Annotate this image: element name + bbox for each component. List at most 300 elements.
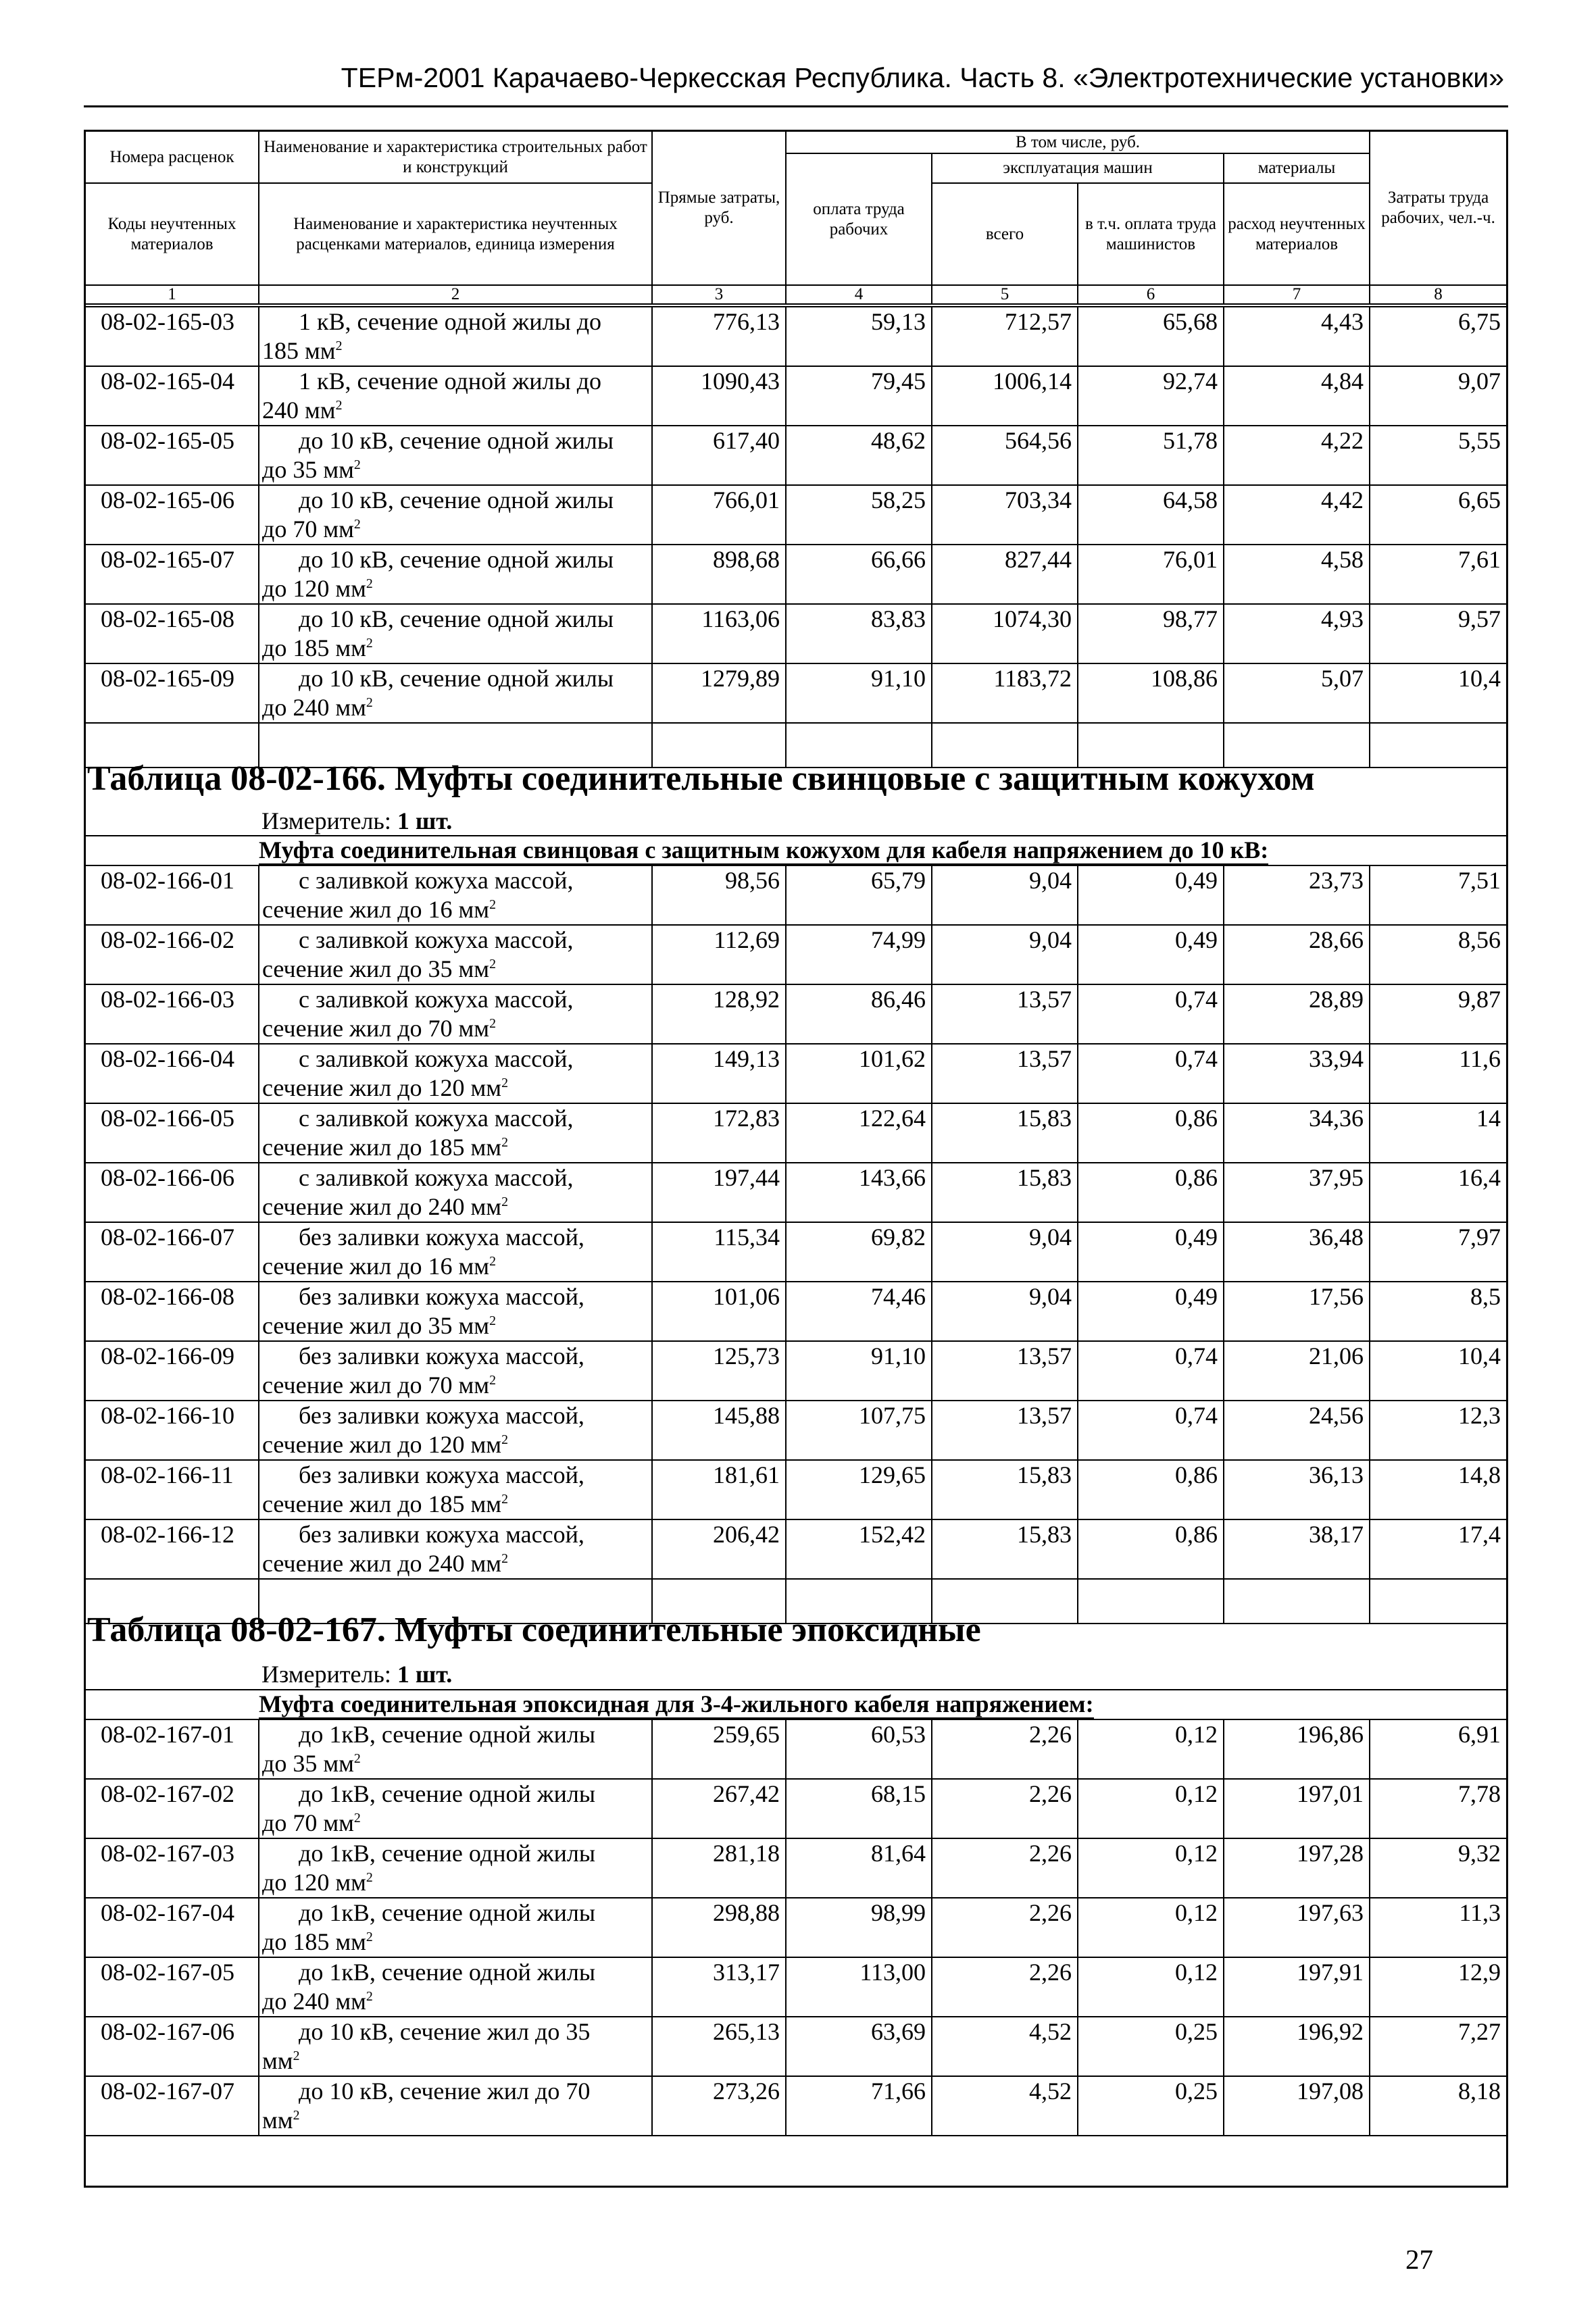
cross-section-text: 240 мм <box>262 397 336 424</box>
machinist-wages-value: 65,68 <box>1078 307 1224 366</box>
direct-costs-value: 313,17 <box>652 1957 786 2017</box>
cross-section-text: сечение жил до 240 мм <box>262 1550 502 1577</box>
rate-code: 08-02-165-06 <box>86 485 259 545</box>
workers-wages-value: 58,25 <box>786 485 932 545</box>
header-unaccounted-consumption: расход неучтенных материалов <box>1224 183 1370 285</box>
table-row <box>86 1282 1506 1341</box>
direct-costs-value: 197,44 <box>652 1163 786 1222</box>
direct-costs-value: 259,65 <box>652 1719 786 1779</box>
description-line-2 <box>262 1868 651 1897</box>
document-body <box>84 130 1508 2188</box>
labor-costs-value: 9,87 <box>1370 984 1506 1044</box>
materials-value: 36,48 <box>1224 1222 1370 1282</box>
column-number-8: 8 <box>1370 285 1506 304</box>
header-unaccounted-codes: Коды неучтенных материалов <box>86 183 259 285</box>
workers-wages-value: 122,64 <box>786 1103 932 1163</box>
workers-wages-value: 129,65 <box>786 1460 932 1519</box>
table-row <box>86 1779 1506 1838</box>
materials-value: 197,63 <box>1224 1898 1370 1957</box>
description-line-1: без заливки кожуха массой, <box>299 1521 584 1548</box>
description-line-2 <box>262 1074 651 1103</box>
machinist-wages-value: 0,74 <box>1078 1401 1224 1460</box>
rate-code: 08-02-166-04 <box>86 1044 259 1103</box>
workers-wages-value: 74,46 <box>786 1282 932 1341</box>
rate-code: 08-02-167-01 <box>86 1719 259 1779</box>
table-subheading: Муфта соединительная эпоксидная для 3-4-жильного кабеля напряжением: <box>259 1690 1094 1717</box>
labor-costs-value: 12,9 <box>1370 1957 1506 2017</box>
machines-total-value: 2,26 <box>932 1898 1078 1957</box>
header-unaccounted-name: Наименование и характеристика неучтенных расценками материалов, единица измерения <box>259 183 652 285</box>
labor-costs-value: 8,5 <box>1370 1282 1506 1341</box>
description-line-1: до 10 кВ, сечение одной жилы <box>299 486 614 513</box>
cross-section-text: до 185 мм <box>262 1928 366 1955</box>
table-row <box>86 1222 1506 1282</box>
table-row <box>86 426 1506 485</box>
header-work-name: Наименование и характеристика строительных работ и конструкций <box>259 132 652 183</box>
work-description <box>259 2076 652 2136</box>
machines-total-value: 15,83 <box>932 1460 1078 1519</box>
description-line-2 <box>262 693 651 722</box>
machinist-wages-value: 64,58 <box>1078 485 1224 545</box>
machines-total-value: 1006,14 <box>932 366 1078 426</box>
table-row <box>86 485 1506 545</box>
machinist-wages-value: 0,12 <box>1078 1957 1224 2017</box>
rate-code: 08-02-165-04 <box>86 366 259 426</box>
header-labor-costs: Затраты труда рабочих, чел.-ч. <box>1370 132 1506 285</box>
materials-value: 17,56 <box>1224 1282 1370 1341</box>
labor-costs-value: 11,3 <box>1370 1898 1506 1957</box>
column-number-1: 1 <box>86 285 259 304</box>
description-line-1: без заливки кожуха массой, <box>299 1283 584 1310</box>
direct-costs-value: 115,34 <box>652 1222 786 1282</box>
machinist-wages-value: 108,86 <box>1078 663 1224 723</box>
materials-value: 4,93 <box>1224 604 1370 663</box>
materials-value: 24,56 <box>1224 1401 1370 1460</box>
work-description <box>259 1898 652 1957</box>
labor-costs-value: 9,07 <box>1370 366 1506 426</box>
header-machines-total: всего <box>932 183 1078 285</box>
workers-wages-value: 65,79 <box>786 865 932 925</box>
cross-section-text: до 70 мм <box>262 515 354 543</box>
description-line-1: до 10 кВ, сечение жил до 35 <box>299 2018 591 2045</box>
labor-costs-value: 10,4 <box>1370 663 1506 723</box>
workers-wages-value: 101,62 <box>786 1044 932 1103</box>
machinist-wages-value: 0,86 <box>1078 1103 1224 1163</box>
unit-exponent: 2 <box>335 398 343 413</box>
header-including-group: В том числе, руб. <box>786 132 1370 153</box>
description-line-2 <box>262 1809 651 1838</box>
description-line-1: с заливкой кожуха массой, <box>299 1164 574 1191</box>
rate-code: 08-02-167-02 <box>86 1779 259 1838</box>
unit-exponent: 2 <box>489 897 496 912</box>
description-line-2 <box>262 396 651 425</box>
materials-value: 37,95 <box>1224 1163 1370 1222</box>
table-row <box>86 1519 1506 1579</box>
direct-costs-value: 1090,43 <box>652 366 786 426</box>
workers-wages-value: 63,69 <box>786 2017 932 2076</box>
machinist-wages-value: 51,78 <box>1078 426 1224 485</box>
table-row <box>86 366 1506 426</box>
machinist-wages-value: 0,49 <box>1078 1282 1224 1341</box>
direct-costs-value: 265,13 <box>652 2017 786 2076</box>
materials-value: 34,36 <box>1224 1103 1370 1163</box>
work-description <box>259 1460 652 1519</box>
direct-costs-value: 149,13 <box>652 1044 786 1103</box>
workers-wages-value: 48,62 <box>786 426 932 485</box>
workers-wages-value: 152,42 <box>786 1519 932 1579</box>
cross-section-text: сечение жил до 16 мм <box>262 1253 490 1280</box>
workers-wages-value: 69,82 <box>786 1222 932 1282</box>
unit-exponent: 2 <box>489 1016 496 1031</box>
table-row <box>86 2076 1506 2136</box>
workers-wages-value: 143,66 <box>786 1163 932 1222</box>
rate-code: 08-02-166-06 <box>86 1163 259 1222</box>
workers-wages-value: 60,53 <box>786 1719 932 1779</box>
unit-exponent: 2 <box>489 1373 496 1388</box>
workers-wages-value: 86,46 <box>786 984 932 1044</box>
table-08-02-165 <box>86 306 1506 768</box>
rate-code: 08-02-166-01 <box>86 865 259 925</box>
machinist-wages-value: 0,12 <box>1078 1898 1224 1957</box>
machinist-wages-value: 0,12 <box>1078 1719 1224 1779</box>
table-row <box>86 865 1506 925</box>
workers-wages-value: 91,10 <box>786 663 932 723</box>
materials-value: 197,08 <box>1224 2076 1370 2136</box>
work-description <box>259 307 652 366</box>
unit-exponent: 2 <box>501 1135 508 1150</box>
labor-costs-value: 7,27 <box>1370 2017 1506 2076</box>
cross-section-text: сечение жил до 120 мм <box>262 1431 502 1458</box>
work-description <box>259 1838 652 1898</box>
workers-wages-value: 68,15 <box>786 1779 932 1838</box>
machinist-wages-value: 0,86 <box>1078 1460 1224 1519</box>
materials-value: 197,01 <box>1224 1779 1370 1838</box>
work-description <box>259 1044 652 1103</box>
rate-code: 08-02-166-07 <box>86 1222 259 1282</box>
machinist-wages-value: 0,12 <box>1078 1779 1224 1838</box>
table-caption: Таблица 08-02-166. Муфты соединительные свинцовые с защитным кожухом <box>87 759 1315 798</box>
machinist-wages-value: 92,74 <box>1078 366 1224 426</box>
materials-value: 28,66 <box>1224 925 1370 984</box>
materials-value: 4,42 <box>1224 485 1370 545</box>
direct-costs-value: 898,68 <box>652 545 786 604</box>
column-header-table <box>86 132 1506 305</box>
header-machine-operation: эксплуатация машин <box>932 153 1224 183</box>
cross-section-text: сечение жил до 35 мм <box>262 955 490 982</box>
description-line-1: до 10 кВ, сечение жил до 70 <box>299 2078 591 2105</box>
labor-costs-value: 14 <box>1370 1103 1506 1163</box>
machinist-wages-value: 0,25 <box>1078 2017 1224 2076</box>
description-line-1: 1 кВ, сечение одной жилы до <box>299 368 602 395</box>
table-row <box>86 663 1506 723</box>
table-row <box>86 1103 1506 1163</box>
direct-costs-value: 1279,89 <box>652 663 786 723</box>
description-line-2 <box>262 1928 651 1957</box>
labor-costs-value: 14,8 <box>1370 1460 1506 1519</box>
unit-exponent: 2 <box>366 695 373 710</box>
cross-section-text: сечение жил до 70 мм <box>262 1372 490 1399</box>
materials-value: 4,84 <box>1224 366 1370 426</box>
direct-costs-value: 617,40 <box>652 426 786 485</box>
table-row <box>86 1163 1506 1222</box>
description-line-2 <box>262 1371 651 1400</box>
cross-section-text: до 240 мм <box>262 1988 366 2015</box>
labor-costs-value: 10,4 <box>1370 1341 1506 1401</box>
machines-total-value: 15,83 <box>932 1103 1078 1163</box>
measure-unit <box>261 809 452 833</box>
work-description <box>259 1719 652 1779</box>
work-description <box>259 1779 652 1838</box>
labor-costs-value: 8,18 <box>1370 2076 1506 2136</box>
work-description <box>259 984 652 1044</box>
unit-exponent: 2 <box>366 1930 373 1944</box>
cross-section-text: сечение жил до 120 мм <box>262 1074 502 1101</box>
rate-code: 08-02-166-03 <box>86 984 259 1044</box>
cross-section-text: сечение жил до 185 мм <box>262 1490 502 1517</box>
measure-label: Измеритель: <box>261 1661 391 1688</box>
unit-exponent: 2 <box>489 1313 496 1328</box>
materials-value: 196,86 <box>1224 1719 1370 1779</box>
measure-unit <box>261 1662 452 1686</box>
unit-exponent: 2 <box>501 1194 508 1209</box>
materials-value: 4,22 <box>1224 426 1370 485</box>
machines-total-value: 2,26 <box>932 1779 1078 1838</box>
column-number-7: 7 <box>1224 285 1370 304</box>
page-number: 27 <box>1405 2244 1433 2275</box>
description-line-2 <box>262 2106 651 2135</box>
work-description <box>259 1957 652 2017</box>
cross-section-text: сечение жил до 185 мм <box>262 1134 502 1161</box>
column-number-6: 6 <box>1078 285 1224 304</box>
direct-costs-value: 128,92 <box>652 984 786 1044</box>
description-line-2 <box>262 955 651 984</box>
direct-costs-value: 267,42 <box>652 1779 786 1838</box>
description-line-2 <box>262 1311 651 1340</box>
work-description <box>259 1103 652 1163</box>
labor-costs-value: 9,32 <box>1370 1838 1506 1898</box>
description-line-2 <box>262 336 651 366</box>
rate-code: 08-02-165-05 <box>86 426 259 485</box>
materials-value: 197,28 <box>1224 1838 1370 1898</box>
labor-costs-value: 6,75 <box>1370 307 1506 366</box>
materials-value: 196,92 <box>1224 2017 1370 2076</box>
rate-code: 08-02-165-07 <box>86 545 259 604</box>
header-machinist-wages: в т.ч. оплата труда машинистов <box>1078 183 1224 285</box>
description-line-1: до 1кВ, сечение одной жилы <box>299 1959 596 1986</box>
unit-exponent: 2 <box>366 576 373 591</box>
rate-code: 08-02-166-12 <box>86 1519 259 1579</box>
description-line-2 <box>262 1987 651 2016</box>
machinist-wages-value: 0,25 <box>1078 2076 1224 2136</box>
machinist-wages-value: 0,49 <box>1078 865 1224 925</box>
description-line-1: с заливкой кожуха массой, <box>299 1045 574 1072</box>
machines-total-value: 9,04 <box>932 1282 1078 1341</box>
direct-costs-value: 101,06 <box>652 1282 786 1341</box>
machines-total-value: 4,52 <box>932 2076 1078 2136</box>
machines-total-value: 15,83 <box>932 1163 1078 1222</box>
unit-exponent: 2 <box>366 1989 373 2004</box>
labor-costs-value: 11,6 <box>1370 1044 1506 1103</box>
unit-exponent: 2 <box>501 1551 508 1566</box>
unit-exponent: 2 <box>501 1492 508 1507</box>
cross-section-text: до 70 мм <box>262 1809 354 1836</box>
workers-wages-value: 83,83 <box>786 604 932 663</box>
rate-code: 08-02-167-05 <box>86 1957 259 2017</box>
description-line-1: без заливки кожуха массой, <box>299 1461 584 1488</box>
labor-costs-value: 7,97 <box>1370 1222 1506 1282</box>
machines-total-value: 2,26 <box>932 1838 1078 1898</box>
unit-exponent: 2 <box>366 636 373 651</box>
labor-costs-value: 6,65 <box>1370 485 1506 545</box>
machines-total-value: 1074,30 <box>932 604 1078 663</box>
direct-costs-value: 98,56 <box>652 865 786 925</box>
labor-costs-value: 7,51 <box>1370 865 1506 925</box>
cross-section-text: сечение жил до 35 мм <box>262 1312 490 1339</box>
rate-code: 08-02-165-03 <box>86 307 259 366</box>
direct-costs-value: 206,42 <box>652 1519 786 1579</box>
header-rule <box>84 105 1508 107</box>
table-row <box>86 984 1506 1044</box>
description-line-1: до 1кВ, сечение одной жилы <box>299 1899 596 1926</box>
description-line-1: с заливкой кожуха массой, <box>299 986 574 1013</box>
description-line-2 <box>262 1749 651 1778</box>
unit-exponent: 2 <box>293 2108 300 2123</box>
cross-section-text: сечение жил до 240 мм <box>262 1193 502 1220</box>
materials-value: 197,91 <box>1224 1957 1370 2017</box>
direct-costs-value: 145,88 <box>652 1401 786 1460</box>
rate-code: 08-02-166-08 <box>86 1282 259 1341</box>
unit-exponent: 2 <box>353 1811 361 1826</box>
work-description <box>259 925 652 984</box>
labor-costs-value: 7,78 <box>1370 1779 1506 1838</box>
header-direct-costs: Прямые затраты, руб. <box>652 132 786 285</box>
unit-exponent: 2 <box>353 1751 361 1766</box>
materials-value: 36,13 <box>1224 1460 1370 1519</box>
direct-costs-value: 112,69 <box>652 925 786 984</box>
unit-exponent: 2 <box>501 1076 508 1090</box>
rate-code: 08-02-167-03 <box>86 1838 259 1898</box>
machines-total-value: 13,57 <box>932 984 1078 1044</box>
cross-section-text: сечение жил до 16 мм <box>262 896 490 923</box>
table-row <box>86 1838 1506 1898</box>
workers-wages-value: 98,99 <box>786 1898 932 1957</box>
description-line-1: до 10 кВ, сечение одной жилы <box>299 546 614 573</box>
table-row <box>86 1957 1506 2017</box>
machines-total-value: 15,83 <box>932 1519 1078 1579</box>
labor-costs-value: 16,4 <box>1370 1163 1506 1222</box>
description-line-1: до 10 кВ, сечение одной жилы <box>299 665 614 692</box>
description-line-2 <box>262 1133 651 1162</box>
materials-value: 5,07 <box>1224 663 1370 723</box>
work-description <box>259 663 652 723</box>
workers-wages-value: 66,66 <box>786 545 932 604</box>
description-line-2 <box>262 1430 651 1459</box>
work-description <box>259 545 652 604</box>
rate-code: 08-02-166-10 <box>86 1401 259 1460</box>
materials-value: 21,06 <box>1224 1341 1370 1401</box>
materials-value: 4,43 <box>1224 307 1370 366</box>
cross-section-text: сечение жил до 70 мм <box>262 1015 490 1042</box>
workers-wages-value: 81,64 <box>786 1838 932 1898</box>
cross-section-text: до 185 мм <box>262 634 366 661</box>
measure-value: 1 шт. <box>397 807 453 834</box>
workers-wages-value: 91,10 <box>786 1341 932 1401</box>
machinist-wages-value: 0,74 <box>1078 984 1224 1044</box>
direct-costs-value: 125,73 <box>652 1341 786 1401</box>
machinist-wages-value: 76,01 <box>1078 545 1224 604</box>
description-line-2 <box>262 1014 651 1043</box>
rate-code: 08-02-165-08 <box>86 604 259 663</box>
machines-total-value: 13,57 <box>932 1044 1078 1103</box>
direct-costs-value: 181,61 <box>652 1460 786 1519</box>
work-description <box>259 426 652 485</box>
description-line-2 <box>262 634 651 663</box>
machines-total-value: 703,34 <box>932 485 1078 545</box>
description-line-1: без заливки кожуха массой, <box>299 1342 584 1369</box>
machinist-wages-value: 0,74 <box>1078 1044 1224 1103</box>
table-08-02-167 <box>86 1719 1506 2136</box>
machines-total-value: 13,57 <box>932 1401 1078 1460</box>
description-line-2 <box>262 455 651 484</box>
labor-costs-value: 12,3 <box>1370 1401 1506 1460</box>
cross-section-text: до 35 мм <box>262 1750 354 1777</box>
work-description <box>259 604 652 663</box>
header-workers-wages: оплата труда рабочих <box>786 153 932 285</box>
work-description <box>259 865 652 925</box>
work-description <box>259 485 652 545</box>
rate-code: 08-02-166-11 <box>86 1460 259 1519</box>
description-line-1: до 10 кВ, сечение одной жилы <box>299 427 614 454</box>
direct-costs-value: 776,13 <box>652 307 786 366</box>
direct-costs-value: 172,83 <box>652 1103 786 1163</box>
work-description <box>259 366 652 426</box>
labor-costs-value: 5,55 <box>1370 426 1506 485</box>
cross-section-text: до 120 мм <box>262 1869 366 1896</box>
cross-section-text: 185 мм <box>262 337 336 364</box>
workers-wages-value: 79,45 <box>786 366 932 426</box>
machines-total-value: 2,26 <box>932 1719 1078 1779</box>
cross-section-text: мм <box>262 2107 293 2134</box>
description-line-2 <box>262 895 651 924</box>
machines-total-value: 712,57 <box>932 307 1078 366</box>
machines-total-value: 9,04 <box>932 1222 1078 1282</box>
description-line-2 <box>262 1490 651 1519</box>
direct-costs-value: 766,01 <box>652 485 786 545</box>
rate-code: 08-02-165-09 <box>86 663 259 723</box>
unit-exponent: 2 <box>335 338 343 353</box>
machines-total-value: 4,52 <box>932 2017 1078 2076</box>
work-description <box>259 1519 652 1579</box>
materials-value: 38,17 <box>1224 1519 1370 1579</box>
description-line-1: до 1кВ, сечение одной жилы <box>299 1840 596 1867</box>
description-line-1: до 1кВ, сечение одной жилы <box>299 1721 596 1748</box>
description-line-1: 1 кВ, сечение одной жилы до <box>299 308 602 335</box>
materials-value: 33,94 <box>1224 1044 1370 1103</box>
machinist-wages-value: 0,49 <box>1078 925 1224 984</box>
unit-exponent: 2 <box>366 1870 373 1885</box>
header-materials: материалы <box>1224 153 1370 183</box>
header-rate-numbers: Номера расценок <box>86 132 259 183</box>
table-row <box>86 1719 1506 1779</box>
work-description <box>259 1222 652 1282</box>
labor-costs-value: 6,91 <box>1370 1719 1506 1779</box>
direct-costs-value: 281,18 <box>652 1838 786 1898</box>
table-row <box>86 1401 1506 1460</box>
labor-costs-value: 9,57 <box>1370 604 1506 663</box>
description-line-2 <box>262 1549 651 1578</box>
workers-wages-value: 113,00 <box>786 1957 932 2017</box>
measure-value: 1 шт. <box>397 1661 453 1688</box>
